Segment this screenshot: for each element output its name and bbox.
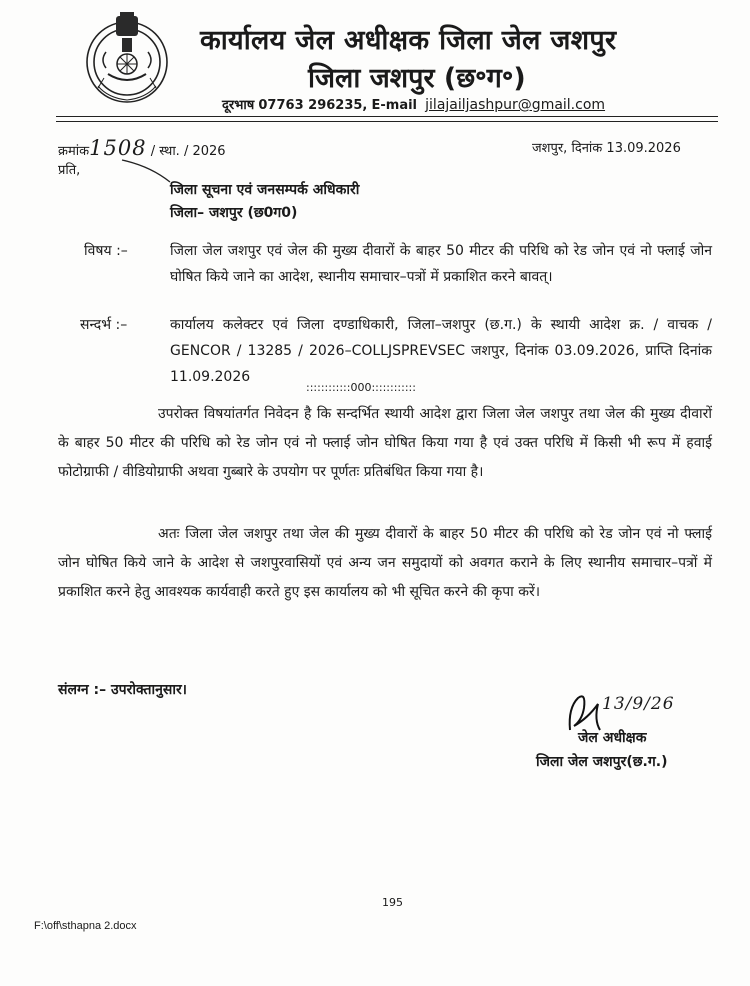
- phone-number: 07763 296235,: [258, 98, 368, 113]
- body-paragraph-2: अतः जिला जेल जशपुर तथा जेल की मुख्य दीवारों के बाहर 50 मीटर की परिधि को रेड जोन एवं नो फ्लाई जोन घोषित किये जाने के आदेश से जशपुरवासियों एवं अन्य जन समुदायों को अवगत कराने के लिए स्थानीय समाचार–पत्रों में प्रकाशित करने हेतु आवश्यक कार्यवाही करते हुए इस कार्यालय को भी सूचित करने की कृपा करें।: [58, 526, 712, 600]
- email-label: E-mail: [371, 98, 418, 113]
- file-path: F:\off\sthapna 2.docx: [34, 920, 137, 932]
- office-title: कार्यालय जेल अधीक्षक जिला जेल जशपुर: [200, 25, 617, 56]
- prati-label: प्रति,: [58, 163, 81, 178]
- addressee-line2: जिला– जशपुर (छ0ग0): [170, 205, 298, 221]
- section-separator: ::::::::::::000::::::::::::: [306, 381, 416, 394]
- subject-label: विषय :–: [84, 243, 128, 259]
- header-rule-top: [56, 116, 718, 119]
- reference-label: सन्दर्भ :–: [80, 317, 128, 333]
- district-title: जिला जशपुर (छ॰ग॰): [308, 63, 526, 94]
- reference-text: कार्यालय कलेक्टर एवं जिला दण्डाधिकारी, जिला–जशपुर (छ.ग.) के स्थायी आदेश क्र. / वाचक / GENCOR / 13285 / 2026–COLLJSPREVSEC जशपुर, दिनांक 03.09.2026, प्राप्ति दिनांक 11.09.2026: [170, 317, 712, 385]
- signatory-office: जिला जेल जशपुर(छ.ग.): [536, 754, 668, 770]
- contact-line: [222, 95, 605, 113]
- signature-date-handwritten: 13/9/26: [602, 694, 675, 714]
- page-number: 195: [382, 896, 403, 909]
- subject-text: जिला जेल जशपुर एवं जेल की मुख्य दीवारों के बाहर 50 मीटर की परिधि को रेड जोन एवं नो फ्लाई जोन घोषित किये जाने का आदेश, स्थानीय समाचार–पत्रों में प्रकाशित करने बावत्।: [170, 243, 712, 285]
- kramank-number-handwritten: 1508: [89, 136, 147, 160]
- body-paragraph-1: उपरोक्त विषयांतर्गत निवेदन है कि सन्दर्भित स्थायी आदेश द्वारा जिला जेल जशपुर तथा जेल की मुख्य दीवारों के बाहर 50 मीटर की परिधि को रेड जोन एवं नो फ्लाई जोन घोषित किया गया है एवं उक्त परिधि में किसी भी रूप में हवाई फोटोग्राफी / वीडियोग्राफी अथवा गुब्बारे के उपयोग पर पूर्णतः प्रतिबंधित किया गया है।: [58, 406, 712, 480]
- addressee-line1: जिला सूचना एवं जनसम्पर्क अधिकारी: [170, 182, 360, 198]
- signatory-designation: जेल अधीक्षक: [578, 730, 647, 746]
- kramank-suffix: / स्था. / 2026: [150, 144, 226, 159]
- kramank-label: क्रमांक: [58, 144, 90, 159]
- header-rule-bottom: [56, 121, 718, 124]
- government-emblem-logo: [78, 8, 176, 110]
- enclosure-line: संलग्न :– उपरोक्तानुसार।: [58, 682, 187, 698]
- email-address: jilajailjashpur@gmail.com: [425, 97, 606, 113]
- phone-label: दूरभाष: [222, 98, 255, 113]
- place-date: जशपुर, दिनांक 13.09.2026: [532, 141, 681, 156]
